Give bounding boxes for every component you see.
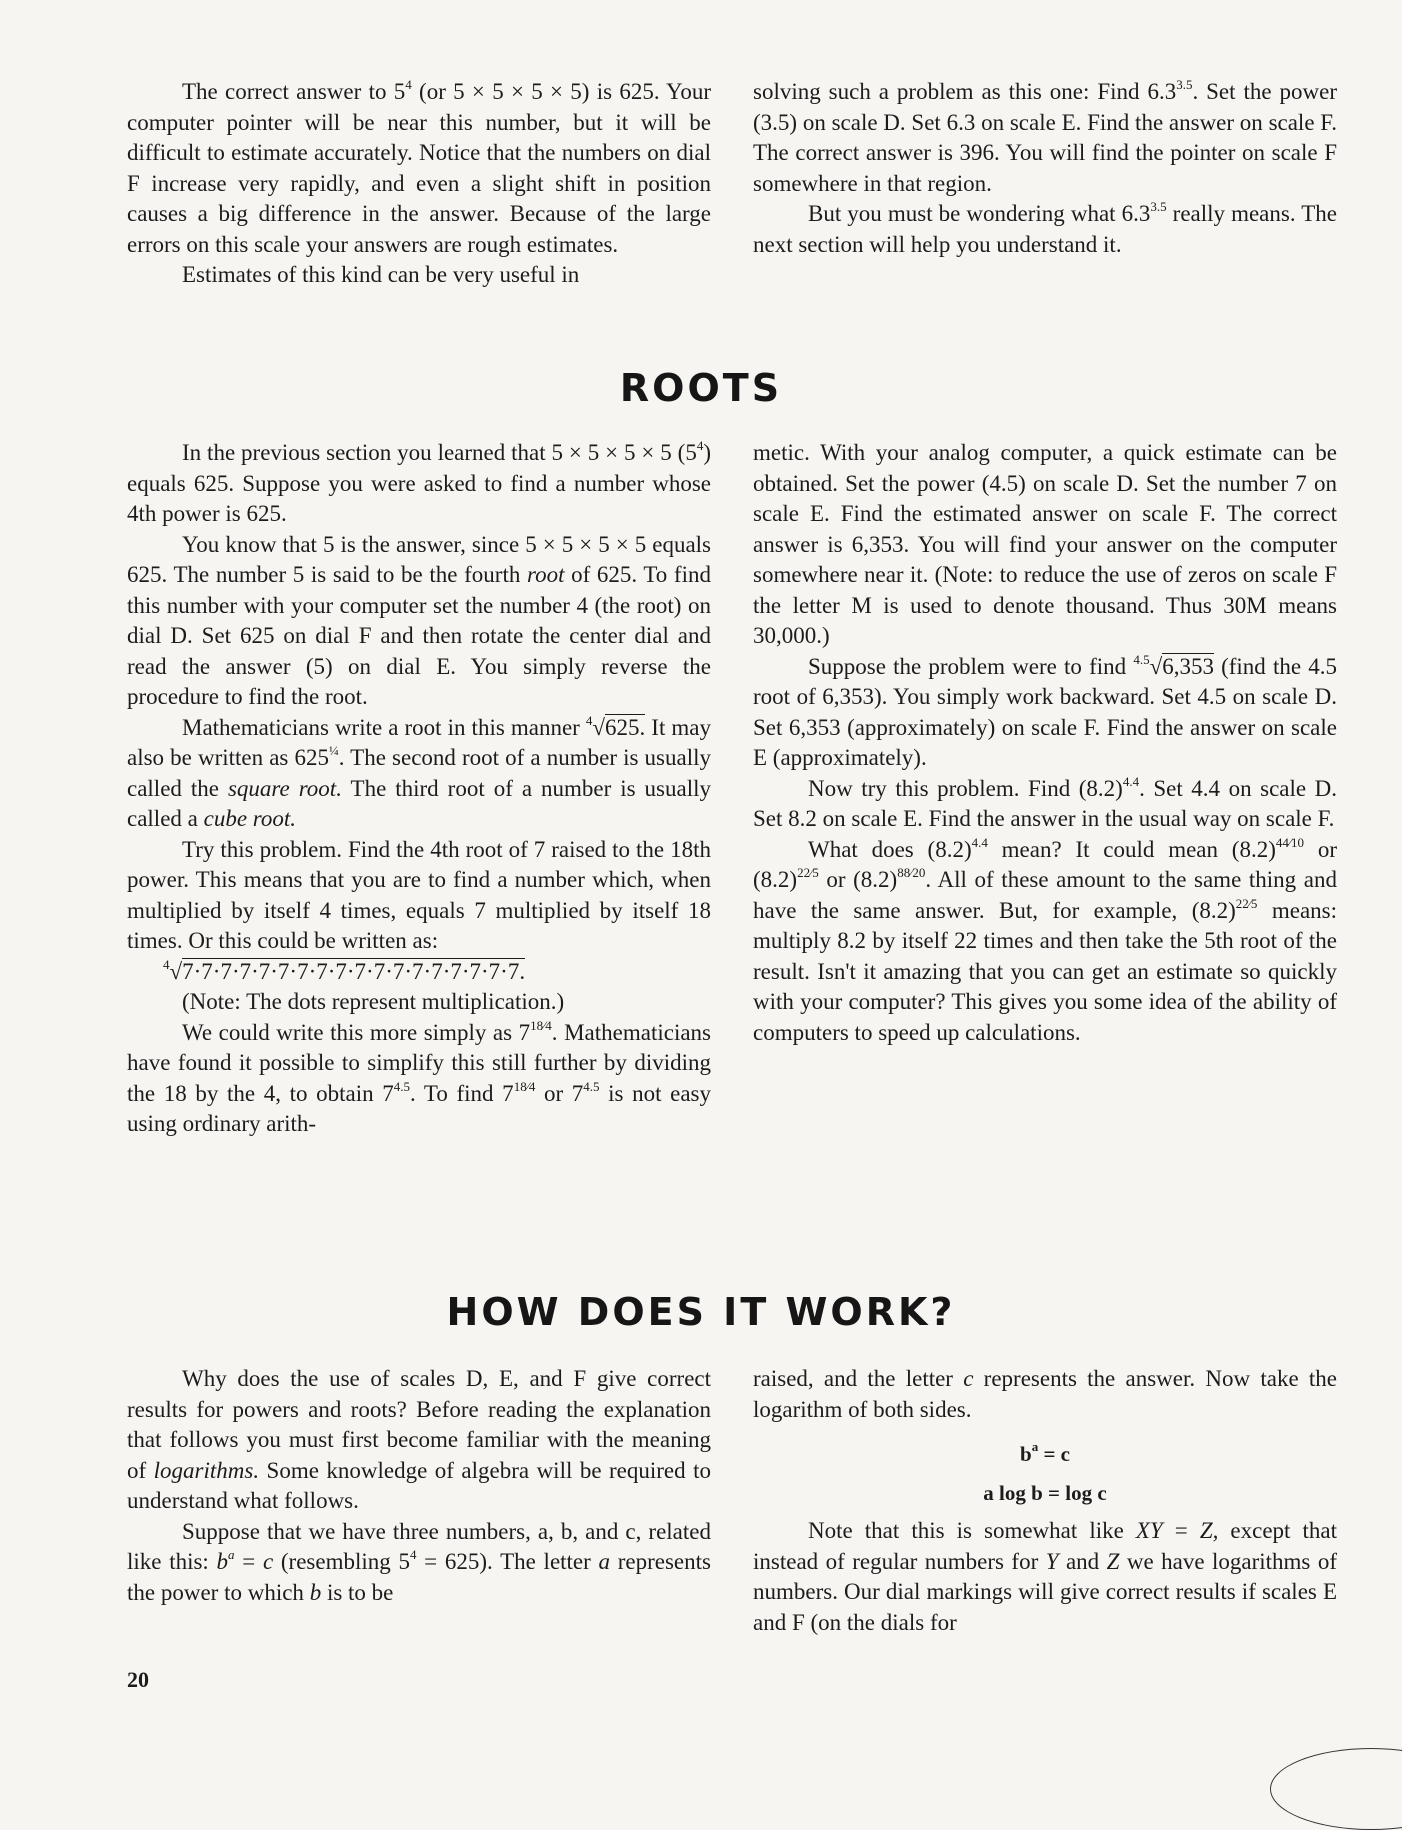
note: (Note: The dots represent multiplication.) [182,989,565,1014]
paragraph: You know that 5 is the answer, since 5 × 5 × 5 × 5 equals 625. The number 5 is said to be the fourth root of 625. To find this number with your computer set the number 4 (the root) on dial D. Set 625 on dial F and then rotate the center dial and read the answer (5) on dial E. You simply reverse the procedure to find the root. [127,531,711,709]
paragraph: What does $(8.2)^{4.4}$ mean? It could mean $(8.2)^{44⁄10}$ or $(8.2)^{22⁄5}$ or $(8.2)^{88⁄20}$. All of these amount to the same thing and have the same answer. But, for example, $(8.2)^{22⁄5}$ means: multiply 8.2 by itself 22 times and then take the 5th root of the result. Isn't it amazing that you can get an estimate so quickly with your computer? This gives you some idea of the ability of computers to speed up calculations. [753,834,1338,1045]
intro-left-column [127,77,711,291]
paragraph: The correct answer to $5^4$ (or 5 × 5 × 5 × 5) is 625. Your computer pointer will be near this number, but it will be difficult to estimate accurately. Notice that the numbers on dial F increase very rapidly, and even a slight shift in position causes a big difference in the answer. Because of the large errors on this scale your answers are rough estimates. [127,77,711,257]
paragraph: metic. With your analog computer, a quick estimate can be obtained. Set the power (4.5) on scale D. Set the number 7 on scale E. Find the estimated answer on scale F. The correct answer is 6,353. You will find your answer on the computer somewhere near it. (Note: to reduce the use of zeros on scale F the letter M is used to denote thousand. Thus 30M means 30,000.) [753,440,1337,648]
paragraph: Now try this problem. Find $(8.2)^{4.4}$. Set 4.4 on scale D. Set 8.2 on scale E. Find the answer in the usual way on scale F. [753,773,1337,831]
paragraph: Suppose the problem were to find $^{4.5}$√6,353 (find the 4.5 root of 6,353). You simply work backward. Set 4.5 on scale D. Set 6,353 (approximately) on scale F. Find the answer on scale E (approximately). [753,651,1337,770]
roots-left-column [127,438,711,1140]
section-heading-how-does-it-work: HOW DOES IT WORK? [446,1290,956,1334]
paragraph: But you must be wondering what $6.3^{3.5}$ really means. The next section will help you understand it. [753,199,1337,257]
page-number: 20 [127,1667,149,1692]
paragraph: Mathematicians write a root in this manner $^4$√625. It may also be written as $625^{\frac{1}{4}}$. The second root of a number is usually called the square root. The third root of a number is usually called a cube root. [127,712,712,831]
paragraph: Why does the use of scales D, E, and F give correct results for powers and roots? Before reading the explanation that follows you must first become familiar with the meaning of logarithms. Some knowledge of algebra will be required to understand what follows. [127,1366,711,1513]
paragraph: Suppose that we have three numbers, a, b, and c, related like this: $b^a = c$ (resembling $5^4 = 625$). The letter a represents the power to which b is to be [127,1518,711,1605]
paragraph: We could write this more simply as $7^{18⁄4}$. Mathematicians have found it possible to simplify this still further by dividing the 18 by the 4, to obtain $7^{4.5}$. To find $7^{18⁄4}$ or $7^{4.5}$ is not easy using ordinary arith- [127,1017,712,1136]
equation: $b^a = c$ [1020,1439,1070,1466]
page-corner-curve [1270,1748,1402,1830]
intro-right-column [753,77,1337,260]
paragraph: Note that this is somewhat like XY = Z, except that instead of regular numbers for Y and Z we have logarithms of numbers. Our dial markings will give correct results if scales E and F (on the dials for [753,1518,1337,1635]
paragraph: raised, and the letter c represents the answer. Now take the logarithm of both sides. [753,1366,1337,1422]
paragraph: Try this problem. Find the 4th root of 7 raised to the 18th power. This means that you are to find a number which, when multiplied by itself 4 times, equals 7 multiplied by itself 18 times. Or this could be written as: [127,836,711,953]
paragraph: solving such a problem as this one: Find $6.3^{3.5}$. Set the power (3.5) on scale D. Set 6.3 on scale E. Find the answer on scale F. The correct answer is 396. You will find the pointer on scale F somewhere in that region. [753,77,1337,196]
roots-right-column [753,438,1337,1048]
paragraph: Estimates of this kind can be very useful in [182,262,580,287]
section-heading-roots: ROOTS [619,366,783,410]
how-left-column [127,1364,711,1608]
root-expression: $^4$√7·7·7·7·7·7·7·7·7·7·7·7·7·7·7·7·7·7. [163,956,526,984]
paragraph: In the previous section you learned that 5 × 5 × 5 × 5 $(5^4)$ equals 625. Suppose you were asked to find a number whose 4th power is 625. [127,438,711,526]
how-right-column [753,1364,1337,1638]
equation: a log b = log c [983,1480,1107,1505]
